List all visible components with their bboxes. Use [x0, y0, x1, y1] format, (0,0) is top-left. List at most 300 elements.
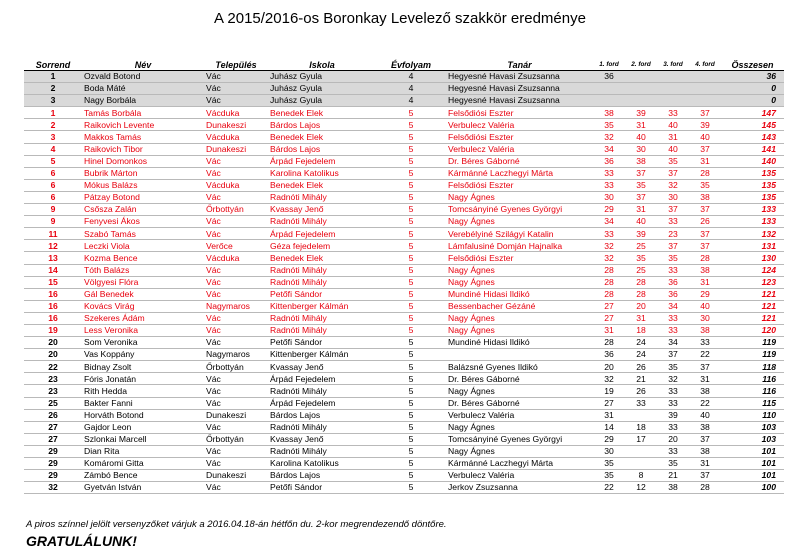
- teacher-cell: Nagy Ágnes: [446, 312, 593, 324]
- school-cell: Benedek Elek: [268, 252, 376, 264]
- round4-cell: 38: [689, 264, 721, 276]
- grade-cell: 5: [376, 433, 446, 445]
- round2-cell: 39: [625, 107, 657, 119]
- table-row: [24, 240, 784, 252]
- school-cell: Kvassay Jenő: [268, 204, 376, 216]
- round1-cell: 32: [593, 240, 625, 252]
- round3-cell: 32: [657, 179, 689, 191]
- total-cell: 0: [721, 95, 784, 107]
- total-cell: 121: [721, 312, 784, 324]
- round3-cell: 40: [657, 143, 689, 155]
- rank-cell: 6: [24, 167, 82, 179]
- round4-cell: 37: [689, 228, 721, 240]
- round2-cell: 40: [625, 216, 657, 228]
- rank-cell: 26: [24, 409, 82, 421]
- table-row: [24, 470, 784, 482]
- round2-cell: 31: [625, 204, 657, 216]
- grade-cell: 5: [376, 385, 446, 397]
- town-cell: Vácduka: [204, 131, 268, 143]
- table-row: [24, 155, 784, 167]
- grade-cell: 5: [376, 373, 446, 385]
- table-row: [24, 373, 784, 385]
- school-cell: Petőfi Sándor: [268, 288, 376, 300]
- school-cell: Bárdos Lajos: [268, 143, 376, 155]
- rank-cell: 23: [24, 373, 82, 385]
- teacher-cell: Nagy Ágnes: [446, 385, 593, 397]
- round2-cell: [625, 71, 657, 83]
- grade-cell: 5: [376, 204, 446, 216]
- grade-cell: 5: [376, 324, 446, 336]
- round3-cell: 36: [657, 276, 689, 288]
- total-cell: 101: [721, 445, 784, 457]
- round1-cell: 20: [593, 361, 625, 373]
- round2-cell: 30: [625, 143, 657, 155]
- round2-cell: 25: [625, 240, 657, 252]
- col-rank-header: Sorrend: [24, 59, 82, 71]
- rank-cell: 20: [24, 337, 82, 349]
- teacher-cell: Mundiné Hidasi Ildikó: [446, 288, 593, 300]
- round2-cell: [625, 445, 657, 457]
- table-row: [24, 119, 784, 131]
- table-row: [24, 276, 784, 288]
- rank-cell: 1: [24, 71, 82, 83]
- rank-cell: 3: [24, 131, 82, 143]
- rank-cell: 3: [24, 95, 82, 107]
- school-cell: Radnóti Mihály: [268, 324, 376, 336]
- teacher-cell: Felsődiósi Eszter: [446, 107, 593, 119]
- round4-cell: 37: [689, 433, 721, 445]
- name-cell: Bidnay Zsolt: [82, 361, 204, 373]
- school-cell: Juhász Gyula: [268, 71, 376, 83]
- rank-cell: 15: [24, 276, 82, 288]
- col-round4-header: 4. ford: [689, 59, 721, 71]
- round3-cell: [657, 71, 689, 83]
- round4-cell: 35: [689, 179, 721, 191]
- rank-cell: 25: [24, 397, 82, 409]
- town-cell: Vác: [204, 155, 268, 167]
- round2-cell: 31: [625, 312, 657, 324]
- round3-cell: 39: [657, 409, 689, 421]
- round3-cell: 34: [657, 300, 689, 312]
- round2-cell: 35: [625, 252, 657, 264]
- table-row: [24, 445, 784, 457]
- total-cell: 119: [721, 349, 784, 361]
- name-cell: Ozvald Botond: [82, 71, 204, 83]
- round2-cell: 31: [625, 119, 657, 131]
- round4-cell: 38: [689, 445, 721, 457]
- grade-cell: 5: [376, 288, 446, 300]
- round3-cell: 31: [657, 131, 689, 143]
- school-cell: Árpád Fejedelem: [268, 397, 376, 409]
- name-cell: Mókus Balázs: [82, 179, 204, 191]
- grade-cell: 5: [376, 482, 446, 494]
- round3-cell: 33: [657, 397, 689, 409]
- round3-cell: 37: [657, 167, 689, 179]
- grade-cell: 5: [376, 191, 446, 203]
- round1-cell: 19: [593, 385, 625, 397]
- teacher-cell: Verbulecz Valéria: [446, 409, 593, 421]
- table-row: [24, 264, 784, 276]
- teacher-cell: Jerkov Zsuzsanna: [446, 482, 593, 494]
- grade-cell: 5: [376, 312, 446, 324]
- rank-cell: 27: [24, 421, 82, 433]
- grade-cell: 5: [376, 167, 446, 179]
- round3-cell: 33: [657, 324, 689, 336]
- town-cell: Vác: [204, 264, 268, 276]
- round1-cell: 33: [593, 167, 625, 179]
- grade-cell: 5: [376, 300, 446, 312]
- table-row: [24, 300, 784, 312]
- school-cell: Radnóti Mihály: [268, 216, 376, 228]
- teacher-cell: Dr. Béres Gáborné: [446, 155, 593, 167]
- teacher-cell: Nagy Ágnes: [446, 421, 593, 433]
- teacher-cell: Verebélyiné Szilágyi Katalin: [446, 228, 593, 240]
- town-cell: Vác: [204, 458, 268, 470]
- school-cell: Juhász Gyula: [268, 95, 376, 107]
- teacher-cell: Balázsné Gyenes Ildikó: [446, 361, 593, 373]
- round1-cell: 30: [593, 191, 625, 203]
- table-row: [24, 482, 784, 494]
- teacher-cell: Dr. Béres Gáborné: [446, 397, 593, 409]
- name-cell: Bakter Fanni: [82, 397, 204, 409]
- round4-cell: 33: [689, 337, 721, 349]
- town-cell: Vác: [204, 373, 268, 385]
- total-cell: 133: [721, 204, 784, 216]
- round2-cell: 8: [625, 470, 657, 482]
- round4-cell: 40: [689, 300, 721, 312]
- rank-cell: 14: [24, 264, 82, 276]
- round2-cell: [625, 83, 657, 95]
- rank-cell: 27: [24, 433, 82, 445]
- table-row: [24, 204, 784, 216]
- teacher-cell: Felsődiósi Eszter: [446, 131, 593, 143]
- round4-cell: 29: [689, 288, 721, 300]
- rank-cell: 23: [24, 385, 82, 397]
- town-cell: Vác: [204, 421, 268, 433]
- school-cell: Petőfi Sándor: [268, 482, 376, 494]
- total-cell: 135: [721, 191, 784, 203]
- round4-cell: 22: [689, 349, 721, 361]
- total-cell: 0: [721, 83, 784, 95]
- grade-cell: 5: [376, 240, 446, 252]
- round2-cell: 24: [625, 349, 657, 361]
- round3-cell: 33: [657, 445, 689, 457]
- round3-cell: 36: [657, 288, 689, 300]
- round1-cell: 22: [593, 482, 625, 494]
- school-cell: Karolina Katolikus: [268, 458, 376, 470]
- round2-cell: [625, 409, 657, 421]
- total-cell: 133: [721, 216, 784, 228]
- town-cell: Őrbottyán: [204, 433, 268, 445]
- teacher-cell: Nagy Ágnes: [446, 216, 593, 228]
- total-cell: 103: [721, 421, 784, 433]
- rank-cell: 2: [24, 119, 82, 131]
- teacher-cell: Tomcsányiné Gyenes Györgyi: [446, 204, 593, 216]
- round2-cell: 12: [625, 482, 657, 494]
- name-cell: Raikovich Levente: [82, 119, 204, 131]
- round1-cell: 36: [593, 349, 625, 361]
- teacher-cell: Nagy Ágnes: [446, 445, 593, 457]
- round3-cell: [657, 83, 689, 95]
- table-row: [24, 288, 784, 300]
- total-cell: 116: [721, 385, 784, 397]
- town-cell: Vác: [204, 191, 268, 203]
- round4-cell: [689, 71, 721, 83]
- name-cell: Gál Benedek: [82, 288, 204, 300]
- round2-cell: 21: [625, 373, 657, 385]
- teacher-cell: Kármánné Laczhegyi Márta: [446, 458, 593, 470]
- school-cell: Petőfi Sándor: [268, 337, 376, 349]
- school-cell: Bárdos Lajos: [268, 470, 376, 482]
- name-cell: Fenyvesi Ákos: [82, 216, 204, 228]
- round3-cell: 33: [657, 107, 689, 119]
- table-row: [24, 107, 784, 119]
- teacher-cell: Nagy Ágnes: [446, 324, 593, 336]
- rank-cell: 29: [24, 445, 82, 457]
- rank-cell: 4: [24, 143, 82, 155]
- round1-cell: 32: [593, 373, 625, 385]
- round2-cell: 25: [625, 264, 657, 276]
- rank-cell: 13: [24, 252, 82, 264]
- table-row: [24, 252, 784, 264]
- round4-cell: 28: [689, 167, 721, 179]
- round1-cell: 31: [593, 324, 625, 336]
- school-cell: Kvassay Jenő: [268, 433, 376, 445]
- round3-cell: 33: [657, 421, 689, 433]
- round2-cell: 38: [625, 155, 657, 167]
- grade-cell: 5: [376, 421, 446, 433]
- round4-cell: 38: [689, 191, 721, 203]
- round3-cell: 33: [657, 264, 689, 276]
- town-cell: Nagymaros: [204, 300, 268, 312]
- school-cell: Radnóti Mihály: [268, 276, 376, 288]
- name-cell: Gajdor Leon: [82, 421, 204, 433]
- town-cell: Dunakeszi: [204, 409, 268, 421]
- rank-cell: 9: [24, 216, 82, 228]
- town-cell: Vácduka: [204, 179, 268, 191]
- round2-cell: 28: [625, 276, 657, 288]
- total-cell: 119: [721, 337, 784, 349]
- round1-cell: 30: [593, 445, 625, 457]
- round3-cell: [657, 95, 689, 107]
- round2-cell: 39: [625, 228, 657, 240]
- table-row: [24, 179, 784, 191]
- school-cell: Benedek Elek: [268, 107, 376, 119]
- round1-cell: [593, 95, 625, 107]
- col-grade-header: Évfolyam: [376, 59, 446, 71]
- col-name-header: Név: [82, 59, 204, 71]
- round1-cell: 35: [593, 119, 625, 131]
- school-cell: Juhász Gyula: [268, 83, 376, 95]
- table-row: [24, 409, 784, 421]
- rank-cell: 32: [24, 482, 82, 494]
- round1-cell: 27: [593, 397, 625, 409]
- col-total-header: Összesen: [721, 59, 784, 71]
- school-cell: Radnóti Mihály: [268, 264, 376, 276]
- rank-cell: 16: [24, 288, 82, 300]
- school-cell: Árpád Fejedelem: [268, 155, 376, 167]
- congratulations-text: GRATULÁLUNK!: [26, 533, 137, 549]
- round2-cell: 33: [625, 397, 657, 409]
- col-teacher-header: Tanár: [446, 59, 593, 71]
- grade-cell: 5: [376, 470, 446, 482]
- school-cell: Kvassay Jenő: [268, 361, 376, 373]
- town-cell: Vác: [204, 324, 268, 336]
- name-cell: Dian Rita: [82, 445, 204, 457]
- round3-cell: 33: [657, 385, 689, 397]
- round1-cell: 28: [593, 288, 625, 300]
- teacher-cell: Verbulecz Valéria: [446, 143, 593, 155]
- rank-cell: 20: [24, 349, 82, 361]
- school-cell: Radnóti Mihály: [268, 191, 376, 203]
- name-cell: Csősza Zalán: [82, 204, 204, 216]
- name-cell: Fóris Jonatán: [82, 373, 204, 385]
- total-cell: 110: [721, 409, 784, 421]
- teacher-cell: Hegyesné Havasi Zsuzsanna: [446, 95, 593, 107]
- round4-cell: 30: [689, 312, 721, 324]
- teacher-cell: Hegyesné Havasi Zsuzsanna: [446, 83, 593, 95]
- town-cell: Dunakeszi: [204, 119, 268, 131]
- name-cell: Kozma Bence: [82, 252, 204, 264]
- round2-cell: 28: [625, 288, 657, 300]
- round2-cell: 24: [625, 337, 657, 349]
- round3-cell: 35: [657, 458, 689, 470]
- round3-cell: 37: [657, 349, 689, 361]
- grade-cell: 5: [376, 119, 446, 131]
- table-row: [24, 167, 784, 179]
- round3-cell: 38: [657, 482, 689, 494]
- round2-cell: 37: [625, 167, 657, 179]
- teacher-cell: Felsődiósi Eszter: [446, 252, 593, 264]
- round1-cell: 27: [593, 300, 625, 312]
- grade-cell: 4: [376, 95, 446, 107]
- table-row: [24, 71, 784, 83]
- name-cell: Pátzay Botond: [82, 191, 204, 203]
- page-title: A 2015/2016-os Boronkay Levelező szakkör eredménye: [214, 10, 586, 27]
- round2-cell: 20: [625, 300, 657, 312]
- round4-cell: 37: [689, 143, 721, 155]
- teacher-cell: Verbulecz Valéria: [446, 119, 593, 131]
- round2-cell: 18: [625, 324, 657, 336]
- round3-cell: 33: [657, 312, 689, 324]
- total-cell: 116: [721, 373, 784, 385]
- round1-cell: 27: [593, 312, 625, 324]
- total-cell: 132: [721, 228, 784, 240]
- town-cell: Vác: [204, 95, 268, 107]
- name-cell: Vas Koppány: [82, 349, 204, 361]
- school-cell: Kittenberger Kálmán: [268, 300, 376, 312]
- grade-cell: 5: [376, 349, 446, 361]
- col-school-header: Iskola: [268, 59, 376, 71]
- teacher-cell: Hegyesné Havasi Zsuzsanna: [446, 71, 593, 83]
- round1-cell: 38: [593, 107, 625, 119]
- grade-cell: 5: [376, 264, 446, 276]
- grade-cell: 4: [376, 71, 446, 83]
- school-cell: Árpád Fejedelem: [268, 228, 376, 240]
- round3-cell: 40: [657, 119, 689, 131]
- town-cell: Vác: [204, 288, 268, 300]
- round1-cell: 29: [593, 204, 625, 216]
- results-table: [24, 59, 784, 494]
- name-cell: Leczki Viola: [82, 240, 204, 252]
- total-cell: 101: [721, 470, 784, 482]
- round1-cell: 36: [593, 71, 625, 83]
- table-row: [24, 228, 784, 240]
- round4-cell: 37: [689, 470, 721, 482]
- round3-cell: 35: [657, 252, 689, 264]
- round1-cell: 32: [593, 131, 625, 143]
- rank-cell: 22: [24, 361, 82, 373]
- round2-cell: 18: [625, 421, 657, 433]
- school-cell: Karolina Katolikus: [268, 167, 376, 179]
- school-cell: Radnóti Mihály: [268, 421, 376, 433]
- school-cell: Radnóti Mihály: [268, 385, 376, 397]
- total-cell: 143: [721, 131, 784, 143]
- total-cell: 131: [721, 240, 784, 252]
- rank-cell: 5: [24, 155, 82, 167]
- round3-cell: 20: [657, 433, 689, 445]
- round2-cell: 35: [625, 179, 657, 191]
- round2-cell: 26: [625, 361, 657, 373]
- round1-cell: 28: [593, 276, 625, 288]
- rank-cell: 1: [24, 107, 82, 119]
- town-cell: Vác: [204, 385, 268, 397]
- round2-cell: 26: [625, 385, 657, 397]
- round2-cell: [625, 458, 657, 470]
- rank-cell: 6: [24, 191, 82, 203]
- rank-cell: 29: [24, 470, 82, 482]
- col-round3-header: 3. ford: [657, 59, 689, 71]
- grade-cell: 5: [376, 131, 446, 143]
- town-cell: Őrbottyán: [204, 361, 268, 373]
- grade-cell: 5: [376, 252, 446, 264]
- round4-cell: 26: [689, 216, 721, 228]
- name-cell: Tamás Borbála: [82, 107, 204, 119]
- round4-cell: 39: [689, 119, 721, 131]
- round2-cell: 40: [625, 131, 657, 143]
- name-cell: Hinel Domonkos: [82, 155, 204, 167]
- table-row: [24, 385, 784, 397]
- town-cell: Vác: [204, 337, 268, 349]
- school-cell: Radnóti Mihály: [268, 445, 376, 457]
- name-cell: Nagy Borbála: [82, 95, 204, 107]
- grade-cell: 5: [376, 397, 446, 409]
- table-row: [24, 349, 784, 361]
- rank-cell: 12: [24, 240, 82, 252]
- teacher-cell: Lámfalusiné Domján Hajnalka: [446, 240, 593, 252]
- teacher-cell: Mundiné Hidasi Ildikó: [446, 337, 593, 349]
- total-cell: 121: [721, 288, 784, 300]
- total-cell: 121: [721, 300, 784, 312]
- total-cell: 124: [721, 264, 784, 276]
- round4-cell: [689, 83, 721, 95]
- table-row: [24, 421, 784, 433]
- town-cell: Vác: [204, 71, 268, 83]
- name-cell: Makkos Tamás: [82, 131, 204, 143]
- rank-cell: 9: [24, 204, 82, 216]
- school-cell: Árpád Fejedelem: [268, 373, 376, 385]
- name-cell: Szlonkai Marcell: [82, 433, 204, 445]
- grade-cell: 5: [376, 143, 446, 155]
- round4-cell: 31: [689, 373, 721, 385]
- table-row: [24, 95, 784, 107]
- name-cell: Rith Hedda: [82, 385, 204, 397]
- school-cell: Géza fejedelem: [268, 240, 376, 252]
- town-cell: Vác: [204, 83, 268, 95]
- total-cell: 130: [721, 252, 784, 264]
- grade-cell: 5: [376, 228, 446, 240]
- town-cell: Vác: [204, 228, 268, 240]
